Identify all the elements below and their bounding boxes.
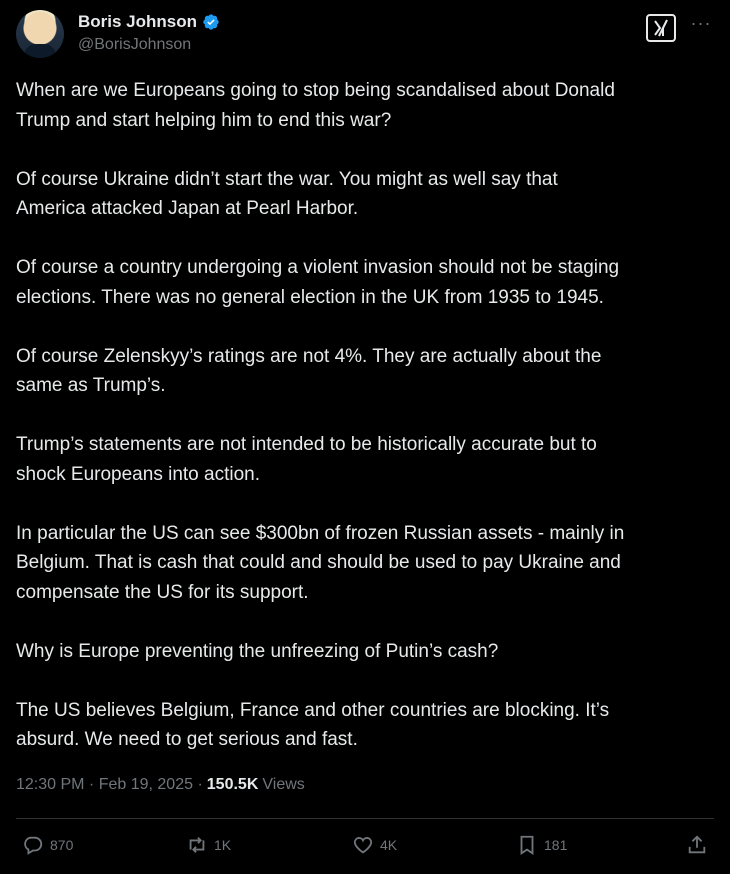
retweet-icon	[186, 834, 208, 856]
reply-icon	[22, 834, 44, 856]
author-display-name[interactable]: Boris Johnson	[78, 12, 198, 31]
like-count: 4K	[380, 837, 398, 853]
more-icon[interactable]: ···	[690, 13, 712, 33]
share-button[interactable]	[686, 834, 708, 856]
bookmark-icon	[516, 834, 538, 856]
like-icon	[352, 834, 374, 856]
bookmark-count: 181	[544, 837, 568, 853]
tweet-text	[16, 76, 716, 784]
tweet-paragraph: When are we Europeans going to stop being scandalised about Donald Trump and start helping him to end this war?	[16, 80, 615, 131]
tweet-paragraph: Trump’s statements are not intended to be historically accurate but to shock Europeans into action.	[16, 434, 597, 485]
retweet-button[interactable]	[186, 834, 231, 856]
grok-icon[interactable]	[646, 14, 676, 42]
tweet-meta	[16, 776, 305, 794]
tweet-paragraph: Of course Ukraine didn’t start the war. You might as well say that America attacked Japan at Pearl Harbor.	[16, 168, 558, 219]
author-info	[78, 12, 220, 54]
tweet-paragraph: Of course a country undergoing a violent invasion should not be staging elections. There was no general election in the UK from 1935 to 1945.	[16, 257, 620, 308]
tweet-paragraph: Of course Zelenskyy’s ratings are not 4%. They are actually about the same as Trump’s.	[16, 345, 602, 396]
tweet-header	[16, 10, 714, 62]
verified-badge-icon	[202, 13, 220, 31]
like-button[interactable]	[352, 834, 397, 856]
share-icon	[686, 834, 708, 856]
tweet-paragraph: The US believes Belgium, France and other countries are blocking. It’s absurd. We need to get serious and fast.	[16, 699, 610, 750]
reply-count: 870	[50, 837, 74, 853]
views-count: 150.5K	[206, 776, 259, 793]
tweet-paragraph: In particular the US can see $300bn of frozen Russian assets - mainly in Belgium. That is cash that could and should be used to pay Ukraine and compensate the US for its support.	[16, 522, 625, 603]
author-handle[interactable]: @BorisJohnson	[78, 36, 192, 53]
tweet-paragraph: Why is Europe preventing the unfreezing of Putin’s cash?	[16, 640, 499, 662]
divider	[16, 818, 714, 819]
avatar[interactable]	[16, 10, 64, 58]
views-label: Views	[262, 776, 305, 793]
tweet-timestamp[interactable]: 12:30 PM · Feb 19, 2025 ·	[16, 776, 203, 793]
action-bar	[22, 834, 708, 864]
bookmark-button[interactable]	[516, 834, 567, 856]
reply-button[interactable]	[22, 834, 73, 856]
retweet-count: 1K	[214, 837, 232, 853]
